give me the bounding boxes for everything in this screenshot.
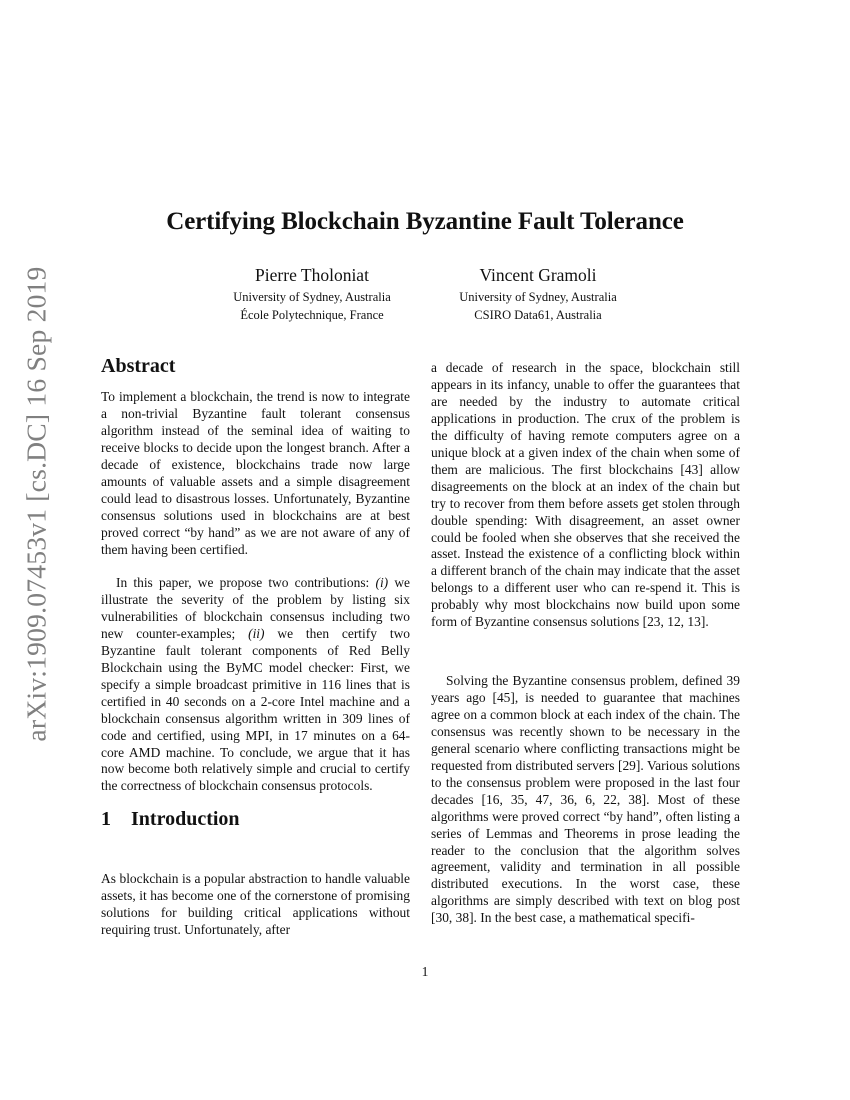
abstract-heading: Abstract <box>101 355 176 377</box>
introduction-heading <box>101 808 240 831</box>
author-name: Vincent Gramoli <box>479 265 597 285</box>
author-affiliation: CSIRO Data61, Australia <box>474 308 602 322</box>
author-name: Pierre Tholoniat <box>255 265 369 285</box>
author-affiliation: École Polytechnique, France <box>240 308 384 322</box>
contribution-marker-i: (i) <box>375 575 389 590</box>
introduction-paragraph-2: a decade of research in the space, blockchain still appears in its infancy, unable to offer the guarantees that are needed by the industry to automate critical applications in production. The crux of the problem is the difficulty of having remote computers agree on a unique block at a given index of the chain when some of them are malicious. The first blockchains [43] allow disagreements on the block at an index of the chain but try to recover from them before assets get stolen through double spending: With disagreement, an asset owner could be fooled when she observes that she received the asset. Instead the existence of a conflicting block within a different branch of the chain may indicate that the asset belongs to a different user who can re-spend it. This is probably why most blockchains now build upon some form of Byzantine consensus solutions [23, 12, 13]. <box>431 360 740 630</box>
contribution-marker-ii: (ii) <box>248 625 265 641</box>
abstract-paragraph-2 <box>101 575 410 795</box>
arxiv-identifier-text: arXiv:1909.07453v1 [cs.DC] 16 Sep 2019 <box>21 266 52 742</box>
arxiv-identifier-stamp <box>14 266 60 742</box>
abstract-text: we then certify two Byzantine fault tolerant components of Red Belly Blockchain using the ByMC model checker: First, we specify a simple broadcast primitive in 116 lines that is certified in 40 seconds on a 2-core Intel machine and a blockchain consensus algorithm written in 309 lines of code and certified, using MPI, in 17 minutes on a 64-core AMD machine. To conclude, we argue that it has now become both relatively simple and crucial to certify the correctness of blockchain consensus protocols. <box>101 625 410 794</box>
abstract-text: we illustrate the severity of the problem by listing six vulnerabilities of blockchain consensus including two new counter-examples; <box>101 575 410 641</box>
author-block-2 <box>438 262 638 324</box>
introduction-paragraph-3: Solving the Byzantine consensus problem, defined 39 years ago [45], is needed to guarantee that machines agree on a common block at each index of the chain. The consensus was recently shown to be necessary in the general scenario where conflicting transactions might be requested from distributed servers [29]. Various solutions to the consensus problem were proposed in the last four decades [16, 35, 47, 36, 6, 22, 38]. Most of these algorithms were proved correct “by hand”, often listing a series of Lemmas and Theorems in prose leading the reader to the conclusion that the algorithm solves agreement, validity and termination in all possible distributed executions. In the worst case, these algorithms are simply described with text on blog post [30, 38]. In the best case, a mathematical specifi- <box>431 673 740 926</box>
introduction-paragraph-1: As blockchain is a popular abstraction to handle valuable assets, it has become one of the cornerstone of promising solutions for building critical applications without requiring trust. Unfortunately, after <box>101 871 410 937</box>
abstract-paragraph-1: To implement a blockchain, the trend is now to integrate a non-trivial Byzantine fault tolerant consensus algorithm instead of the seminal idea of waiting to receive blocks to decide upon the longest branch. After a decade of existence, blockchains trade now large amounts of valuable assets and a simple disagreement could lead to disastrous losses. Unfortunately, Byzantine consensus solutions used in blockchains are at best proved correct “by hand” as we are not aware of any of them having been certified. <box>101 389 410 557</box>
section-title: Introduction <box>131 808 240 830</box>
paper-title: Certifying Blockchain Byzantine Fault Tolerance <box>166 208 684 235</box>
page-number: 1 <box>421 964 429 979</box>
author-affiliation: University of Sydney, Australia <box>459 290 617 304</box>
abstract-text: In this paper, we propose two contributions: <box>116 575 376 590</box>
author-block-1 <box>212 262 412 324</box>
author-affiliation: University of Sydney, Australia <box>233 290 391 304</box>
section-number: 1 <box>101 808 111 830</box>
